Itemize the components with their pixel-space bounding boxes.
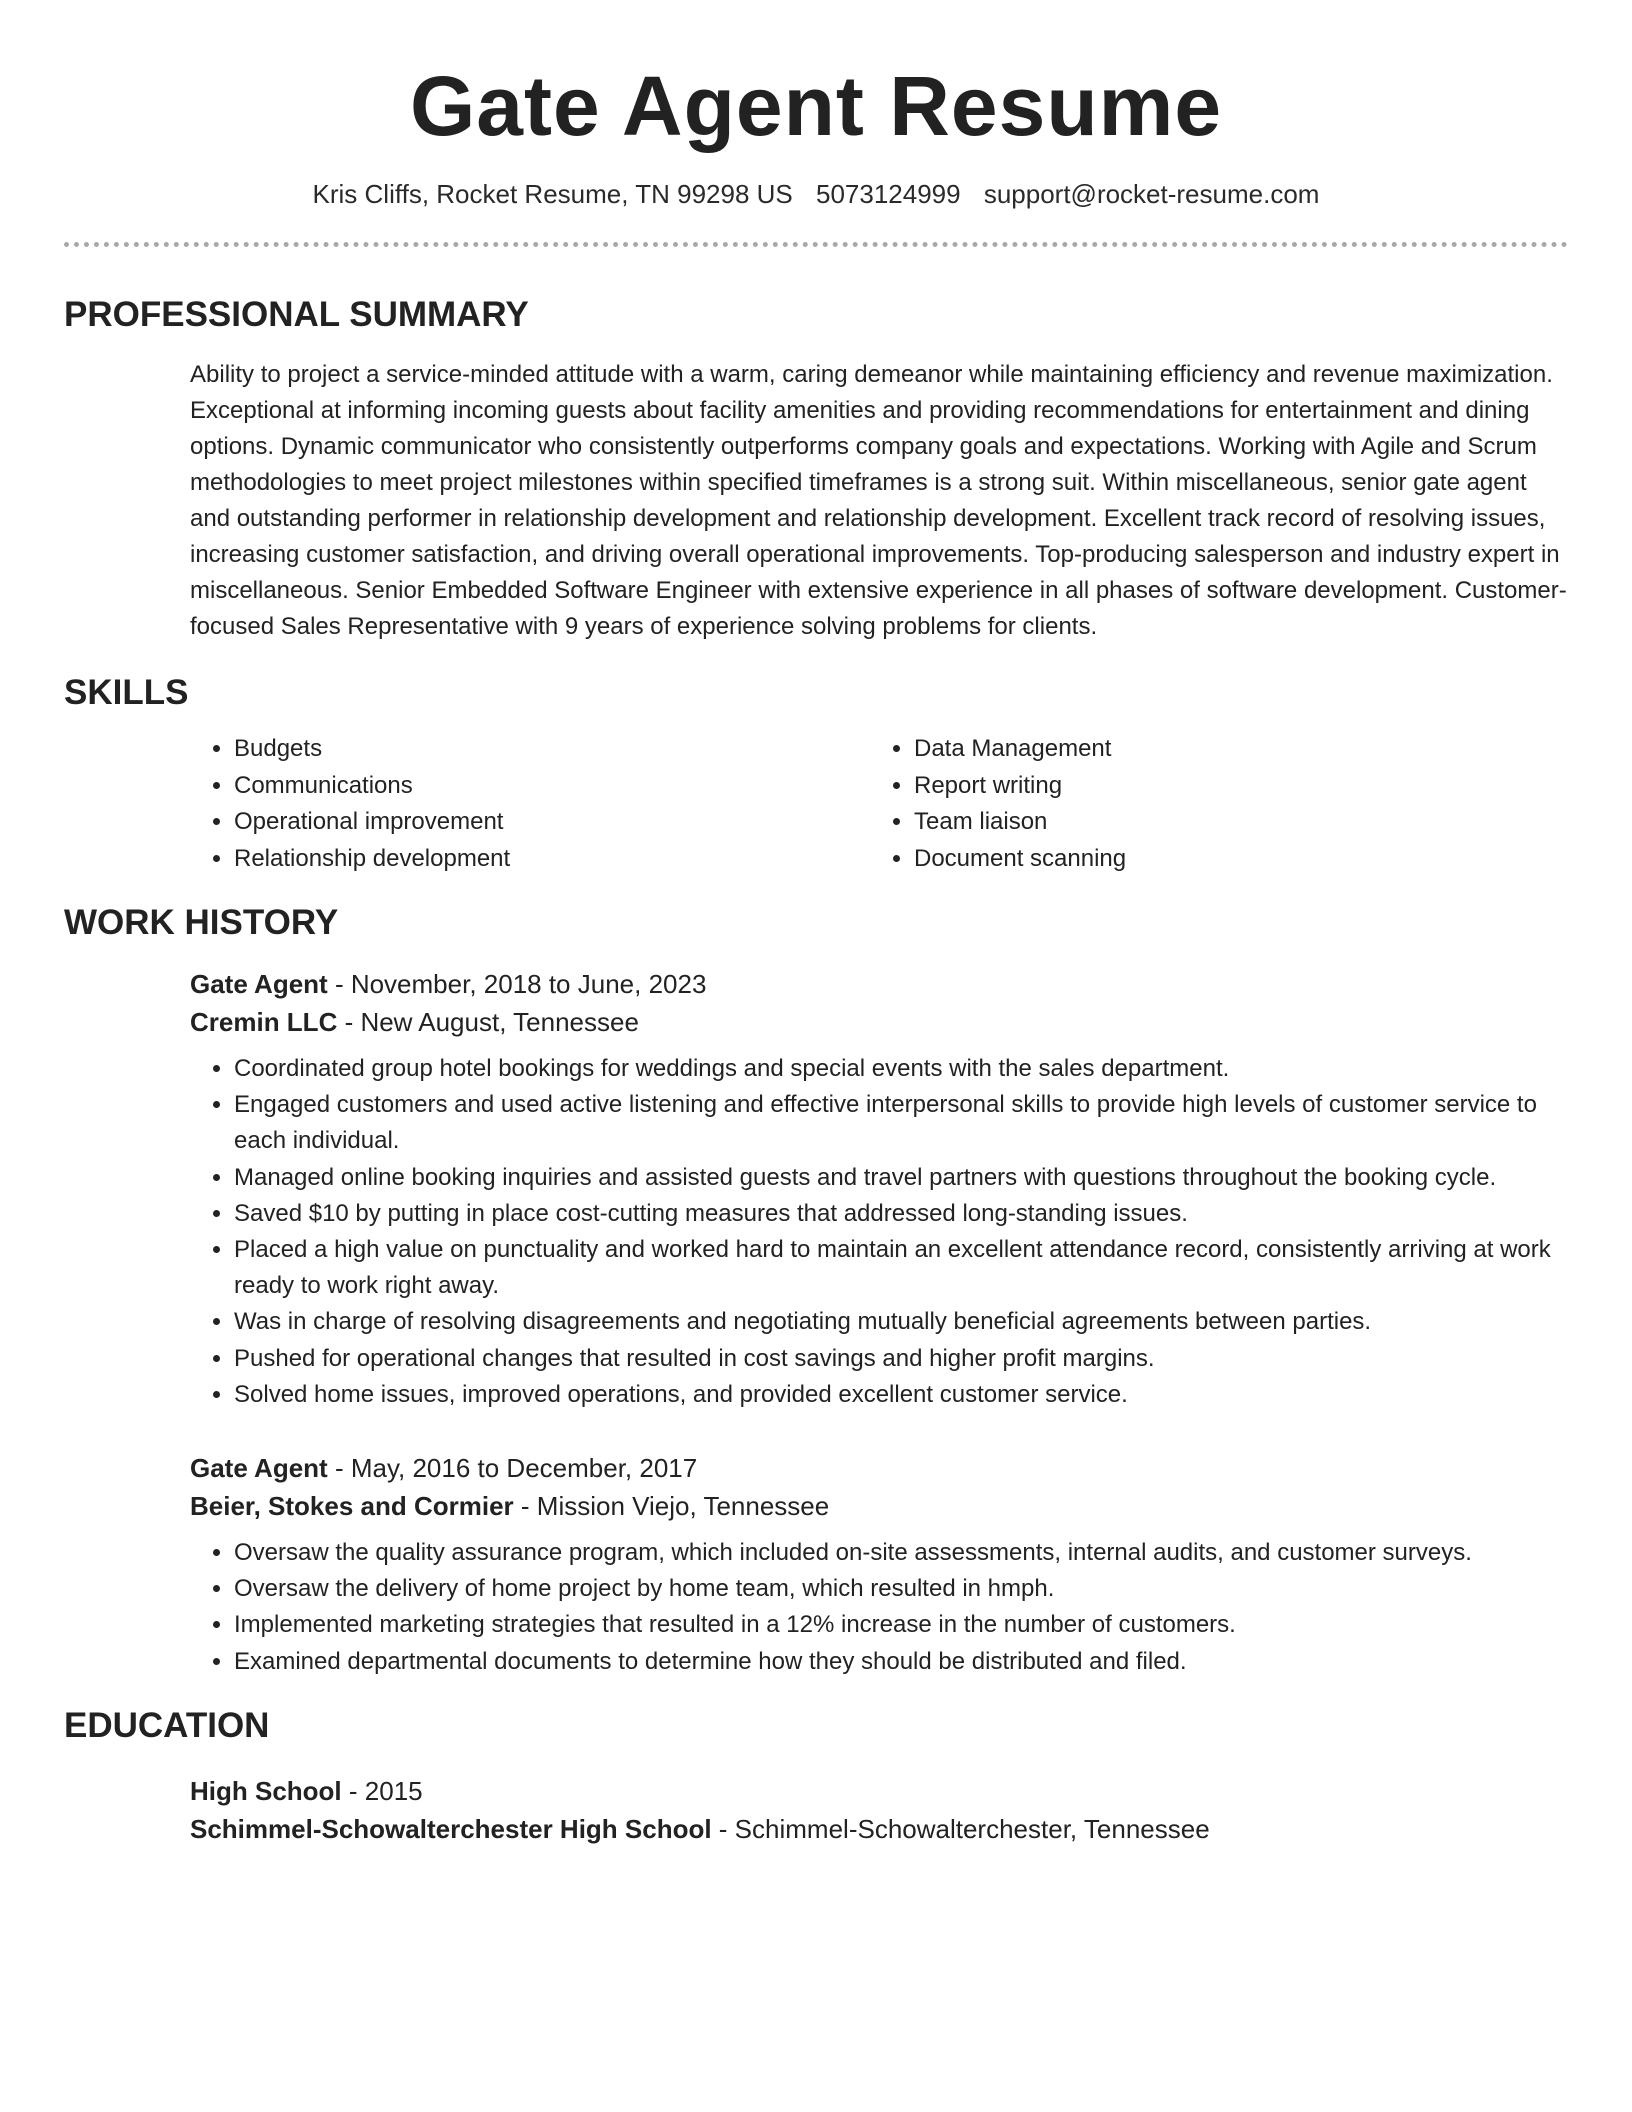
education-school-line xyxy=(190,1810,1568,1848)
job-dates: - November, 2018 to June, 2023 xyxy=(327,969,707,999)
job-bullet: • Coordinated group hotel bookings for weddings and special events with the sales department. xyxy=(234,1051,1568,1087)
education-degree: High School xyxy=(190,1775,342,1806)
job-dates: - May, 2016 to December, 2017 xyxy=(327,1453,698,1484)
job-bullet: • Examined departmental documents to determine how they should be distributed and filed. xyxy=(234,1644,1568,1680)
job-bullet: • Solved home issues, improved operations, and provided excellent customer service. xyxy=(234,1377,1568,1413)
summary-heading: PROFESSIONAL SUMMARY xyxy=(64,295,529,334)
skill-item: • Data Management xyxy=(914,731,1514,768)
job-company: Cremin LLC xyxy=(190,1007,338,1037)
job-bullet: • Placed a high value on punctuality and worked hard to maintain an excellent attendance record, consistently arriving at work ready to work right away. xyxy=(234,1232,1568,1304)
job-bullet: • Managed online booking inquiries and assisted guests and travel partners with questions throughout the booking cycle. xyxy=(234,1160,1568,1196)
skill-item: • Communications xyxy=(234,768,870,805)
header-divider xyxy=(64,242,1568,247)
job-title: Gate Agent xyxy=(190,969,328,999)
job-entry xyxy=(190,1449,1568,1680)
job-bullets xyxy=(190,1535,1568,1680)
job-bullet: • Implemented marketing strategies that resulted in a 12% increase in the number of customers. xyxy=(234,1607,1568,1643)
summary-text: Ability to project a service-minded attitude with a warm, caring demeanor while maintaining efficiency and revenue maximization. Exceptional at informing incoming guests about facility amenities and providing recommendations for entertainment and dining options. Dynamic communicator who consistently outperforms company goals and expectations. Working with Agile and Scrum methodologies to meet project milestones within specified timeframes is a strong suit. Within miscellaneous, senior gate agent and outstanding performer in relationship development and relationship development. Excellent track record of resolving issues, increasing customer satisfaction, and driving overall operational improvements. Top-producing salesperson and industry expert in miscellaneous. Senior Embedded Software Engineer with extensive experience in all phases of software development. Customer-focused Sales Representative with 9 years of experience solving problems for clients. xyxy=(190,361,1567,640)
job-location: - New August, Tennessee xyxy=(337,1007,639,1037)
skills-column-right xyxy=(870,731,1514,877)
education-year: - 2015 xyxy=(341,1775,423,1806)
job-role-line xyxy=(190,1449,1568,1487)
skills-list xyxy=(190,731,1568,877)
job-company: Beier, Stokes and Cormier xyxy=(190,1491,514,1522)
contact-email: support@rocket-resume.com xyxy=(983,179,1320,209)
skill-item: • Report writing xyxy=(914,768,1514,805)
skills-column-left xyxy=(190,731,870,877)
skill-item: • Team liaison xyxy=(914,804,1514,841)
education-entry xyxy=(190,1772,1568,1848)
job-location: - Mission Viejo, Tennessee xyxy=(513,1491,830,1522)
skill-item: • Budgets xyxy=(234,731,870,768)
skill-item: • Document scanning xyxy=(914,841,1514,878)
job-bullet: • Was in charge of resolving disagreements and negotiating mutually beneficial agreements between parties. xyxy=(234,1304,1568,1340)
job-company-line xyxy=(190,1487,1568,1525)
resume-title: Gate Agent Resume xyxy=(409,59,1223,153)
education-heading: EDUCATION xyxy=(64,1705,270,1745)
contact-phone: 5073124999 xyxy=(815,179,961,209)
job-bullet: • Pushed for operational changes that resulted in cost savings and higher profit margins. xyxy=(234,1341,1568,1377)
skill-item: • Relationship development xyxy=(234,841,870,878)
education-school: Schimmel-Schowalterchester High School xyxy=(190,1813,712,1844)
job-bullet: • Oversaw the quality assurance program, which included on-site assessments, internal audits, and customer surveys. xyxy=(234,1535,1568,1571)
job-role-line xyxy=(190,965,1568,1003)
job-bullet: • Saved $10 by putting in place cost-cutting measures that addressed long-standing issues. xyxy=(234,1196,1568,1232)
job-bullet: • Engaged customers and used active listening and effective interpersonal skills to provide high levels of customer service to each individual. xyxy=(234,1087,1568,1159)
work-history-heading: WORK HISTORY xyxy=(64,903,339,942)
job-entry xyxy=(190,965,1568,1413)
contact-line xyxy=(64,176,1568,212)
job-bullet: • Oversaw the delivery of home project by home team, which resulted in hmph. xyxy=(234,1571,1568,1607)
skills-heading: SKILLS xyxy=(64,673,189,712)
education-degree-line xyxy=(190,1772,1568,1810)
skill-item: • Operational improvement xyxy=(234,804,870,841)
education-location: - Schimmel-Schowalterchester, Tennessee xyxy=(711,1813,1210,1844)
job-title: Gate Agent xyxy=(190,1453,328,1484)
contact-address: Kris Cliffs, Rocket Resume, TN 99298 US xyxy=(312,179,793,209)
job-company-line xyxy=(190,1003,1568,1041)
resume-page xyxy=(64,0,1568,1848)
job-bullets xyxy=(190,1051,1568,1413)
